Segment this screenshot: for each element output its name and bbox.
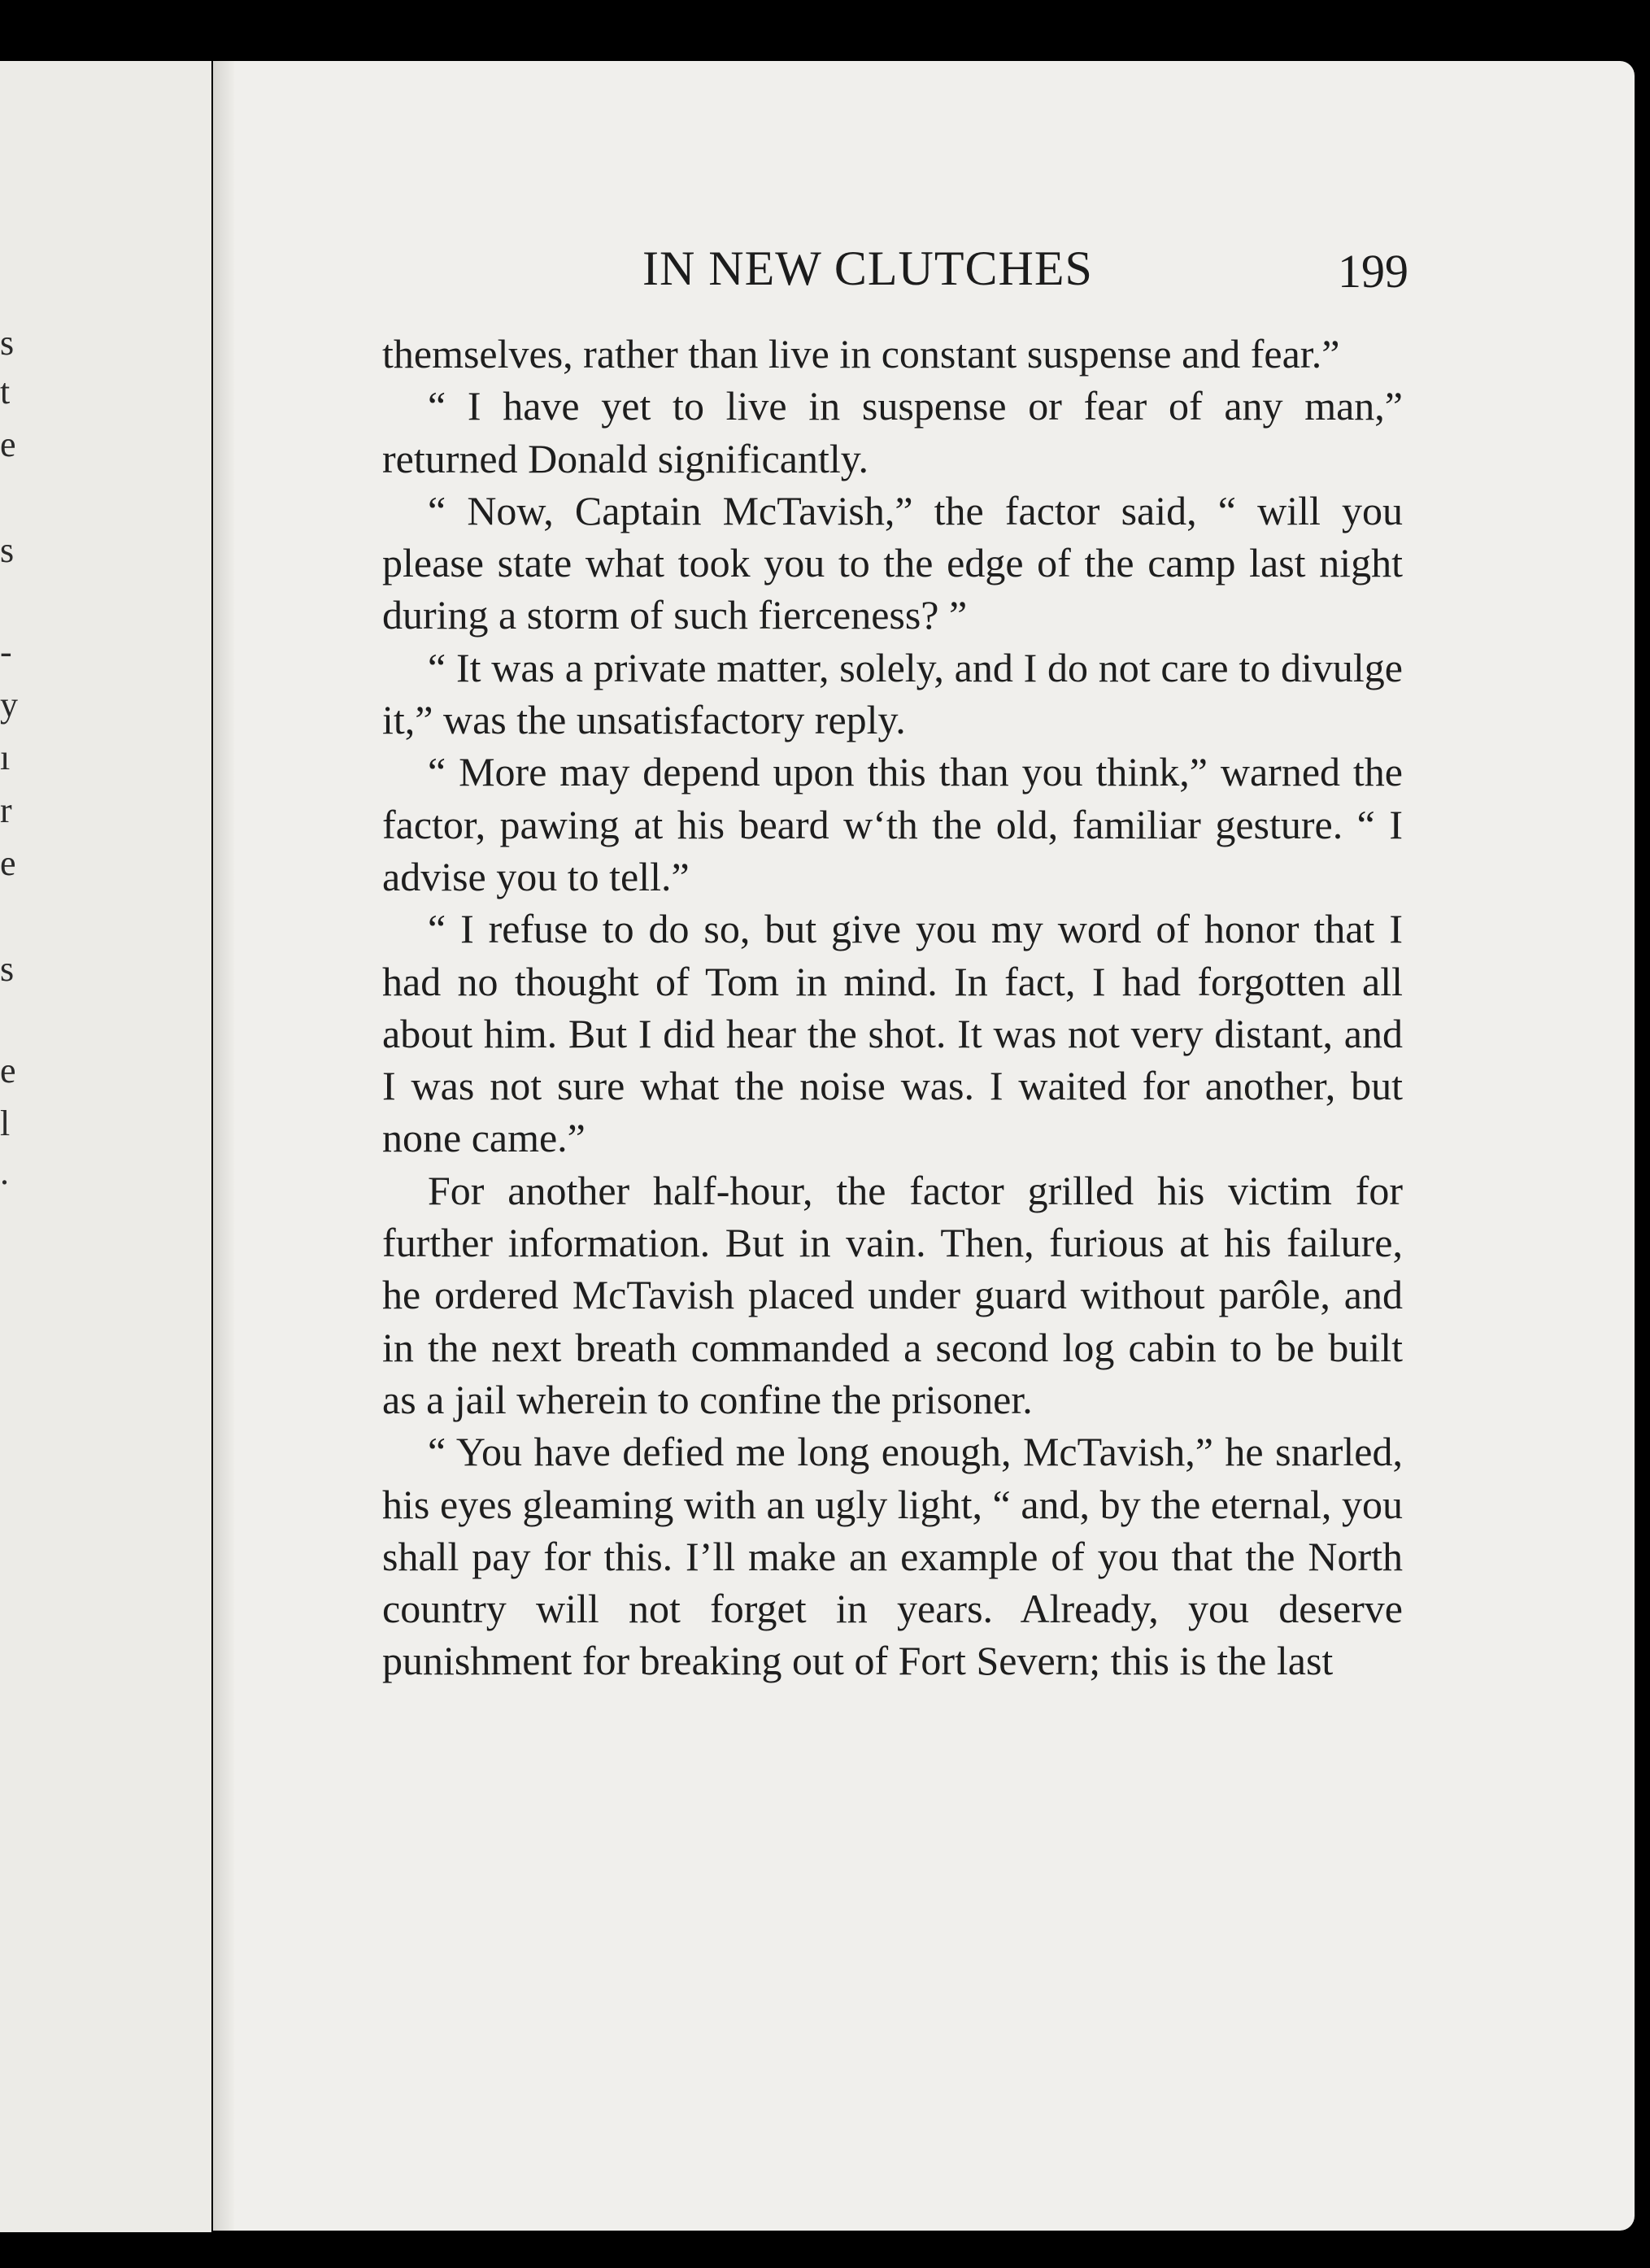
fragment: ı <box>0 738 11 777</box>
fragment: . <box>0 1152 9 1192</box>
paragraph: “ I have yet to live in suspense or fear of any man,” returned Donald significantly. <box>382 383 1403 481</box>
fragment: t <box>0 372 11 411</box>
paragraph: “ I refuse to do so, but give you my word of honor that I had no thought of Tom in mind. In fact, I had forgotten all about him. But I did hear the shot. It was not very distant, and I was not sure what the noise was. I waited for another, but none came.” <box>382 906 1403 1161</box>
page-number: 199 <box>1338 245 1408 298</box>
paragraph: themselves, rather than live in constant suspense and fear.” <box>382 331 1340 377</box>
paragraph: “ You have defied me long enough, McTavish,” he snarled, his eyes gleaming with an ugly light, “ and, by the eternal, you shall pay for this. I’ll make an example of you that the North country will not forget in years. Already, you deserve punishment for breaking out of Fort Severn; this is the last <box>382 1429 1403 1684</box>
fragment: s <box>0 949 15 989</box>
fragment: e <box>0 424 16 464</box>
fragment: s <box>0 530 15 570</box>
running-head: IN NEW CLUTCHES <box>642 242 1093 295</box>
fragment: l <box>0 1104 11 1143</box>
fragment: - <box>0 632 12 672</box>
page-gutter <box>213 61 234 2231</box>
fragment: e <box>0 843 16 883</box>
fragment: y <box>0 685 18 725</box>
paragraph: “ More may depend upon this than you think,” warned the factor, pawing at his beard w‘th the old, familiar gesture. “ I advise you to tell.” <box>382 749 1403 899</box>
fragment: s <box>0 323 15 363</box>
body-text <box>382 328 1403 1687</box>
paragraph: “ Now, Captain McTavish,” the factor said, “ will you please state what took you to the edge of the camp last night during a storm of such fierceness? ” <box>382 487 1403 638</box>
paragraph: For another half-hour, the factor grilled his victim for further information. But in vain. Then, furious at his failure, he ordered McTavish placed under guard without parôle, and in the next breath commanded a second log cabin to be built as a jail wherein to confine the prisoner. <box>382 1167 1403 1422</box>
facing-page-edge <box>0 61 211 2232</box>
fragment: r <box>0 790 12 830</box>
paragraph: “ It was a private matter, solely, and I do not care to divulge it,” was the unsatisfactory reply. <box>382 644 1403 743</box>
fragment: e <box>0 1051 16 1090</box>
